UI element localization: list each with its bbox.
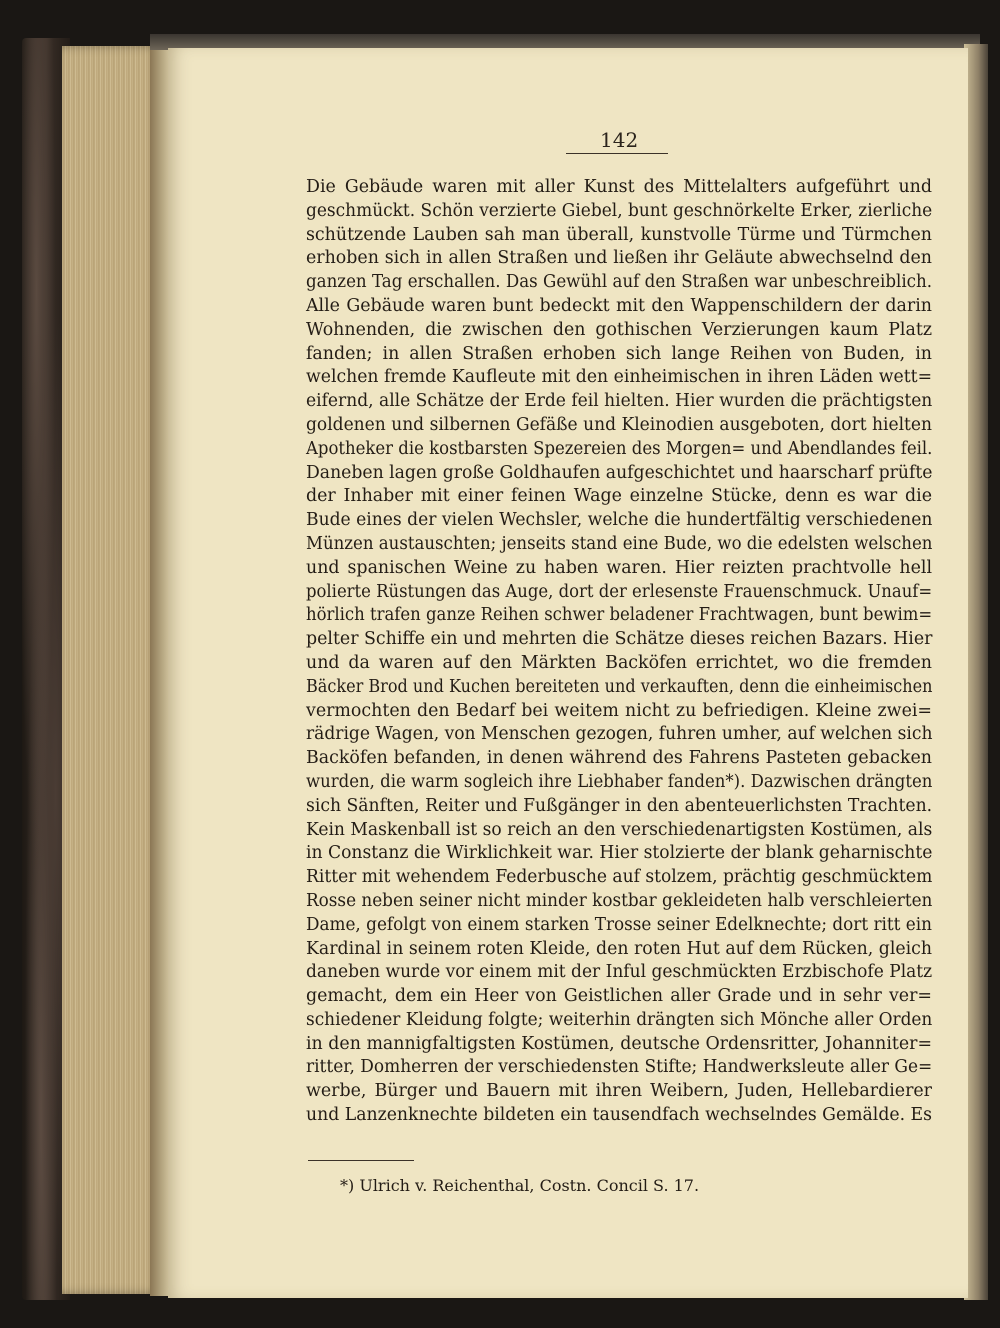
- text-line: Wohnenden, die zwischen den gothischen Verzierungen kaum Platz: [306, 319, 932, 340]
- text-line: sich Sänften, Reiter und Fußgänger in den abenteuerlichsten Trachten.: [306, 795, 933, 816]
- text-line: eifernd, alle Schätze der Erde feil hielten. Hier wurden die prächtigsten: [306, 391, 933, 412]
- text-line: geschmückt. Schön verzierte Giebel, bunt geschnörkelte Erker, zierliche: [306, 200, 933, 221]
- page-number: 142: [600, 128, 639, 152]
- text-line: Bäcker Brod und Kuchen bereiteten und verkauften, denn die einheimischen: [306, 676, 933, 697]
- text-line: und Lanzenknechte bildeten ein tausendfach wechselndes Gemälde. Es: [306, 1105, 932, 1126]
- text-line: ganzen Tag erschallen. Das Gewühl auf den Straßen war unbeschreiblich.: [306, 272, 932, 293]
- text-line: schiedener Kleidung folgte; weiterhin drängten sich Mönche aller Orden: [306, 1009, 933, 1030]
- text-line: Rosse neben seiner nicht minder kostbar gekleideten halb verschleierten: [306, 890, 933, 911]
- text-line: rädrige Wagen, von Menschen gezogen, fuhren umher, auf welchen sich: [306, 724, 933, 745]
- text-line: Bude eines der vielen Wechsler, welche die hundertfältig verschiedenen: [306, 510, 933, 531]
- text-line: Die Gebäude waren mit aller Kunst des Mittelalters aufgeführt und: [306, 177, 932, 197]
- text-line: Ritter mit wehendem Federbusche auf stolzem, prächtig geschmücktem: [306, 867, 933, 888]
- text-line: Alle Gebäude waren bunt bedeckt mit den Wappenschildern der darin: [306, 295, 932, 316]
- text-line: goldenen und silbernen Gefäße und Kleinodien ausgeboten, dort hielten: [306, 414, 932, 435]
- text-line: daneben wurde vor einem mit der Inful geschmückten Erzbischofe Platz: [306, 962, 933, 983]
- text-line: erhoben sich in allen Straßen und ließen ihr Geläute abwechselnd den: [306, 248, 932, 269]
- text-line: pelter Schiffe ein und mehrten die Schätze dieses reichen Bazars. Hier: [306, 629, 933, 650]
- text-line: Backöfen befanden, in denen während des Fahrens Pasteten gebacken: [306, 748, 932, 769]
- text-line: Daneben lagen große Goldhaufen aufgeschichtet und haarscharf prüfte: [306, 462, 933, 483]
- body-text: [306, 176, 932, 1128]
- text-line: Kardinal in seinem roten Kleide, den roten Hut auf dem Rücken, gleich: [306, 938, 932, 959]
- text-line: und spanischen Weine zu haben waren. Hier reizten prachtvolle hell: [306, 557, 932, 578]
- text-line: vermochten den Bedarf bei weitem nicht zu befriedigen. Kleine zwei=: [306, 700, 932, 721]
- text-line: der Inhaber mit einer feinen Wage einzelne Stücke, denn es war die: [306, 486, 932, 507]
- text-line: Münzen austauschten; jenseits stand eine Bude, wo die edelsten welschen: [306, 533, 933, 554]
- text-line: fanden; in allen Straßen erhoben sich lange Reihen von Buden, in: [306, 343, 932, 364]
- text-line: welchen fremde Kaufleute mit den einheimischen in ihren Läden wett=: [306, 367, 932, 388]
- text-line: werbe, Bürger und Bauern mit ihren Weibern, Juden, Hellebardierer: [306, 1081, 932, 1102]
- text-line: hörlich trafen ganze Reihen schwer beladener Frachtwagen, bunt bewim=: [306, 605, 933, 626]
- text-line: und da waren auf den Märkten Backöfen errichtet, wo die fremden: [306, 652, 932, 673]
- text-line: ritter, Domherren der verschiedensten Stifte; Handwerksleute aller Ge=: [306, 1057, 933, 1078]
- text-line: in Constanz die Wirklichkeit war. Hier stolzierte der blank geharnischte: [306, 843, 933, 864]
- text-line: Kein Maskenball ist so reich an den verschiedenartigsten Kostümen, als: [306, 819, 933, 840]
- text-line: wurden, die warm sogleich ihre Liebhaber fanden*). Dazwischen drängten: [306, 771, 933, 792]
- text-line: Dame, gefolgt von einem starken Trosse seiner Edelknechte; dort ritt ein: [306, 914, 932, 935]
- text-line: Apotheker die kostbarsten Spezereien des Morgen= und Abendlandes feil.: [306, 438, 933, 459]
- page-edges: [62, 46, 162, 1294]
- text-line: polierte Rüstungen das Auge, dort der erlesenste Frauenschmuck. Unauf=: [306, 581, 933, 602]
- text-line: in den mannigfaltigsten Kostümen, deutsche Ordensritter, Johanniter=: [306, 1033, 932, 1054]
- footnote: *) Ulrich v. Reichenthal, Costn. Concil S. 17.: [340, 1176, 700, 1195]
- footnote-rule: [308, 1160, 414, 1161]
- text-line: schützende Lauben sah man überall, kunstvolle Türme und Türmchen: [306, 224, 932, 245]
- page-number-rule: [566, 153, 668, 154]
- text-line: gemacht, dem ein Heer von Geistlichen aller Grade und in sehr ver=: [306, 986, 932, 1007]
